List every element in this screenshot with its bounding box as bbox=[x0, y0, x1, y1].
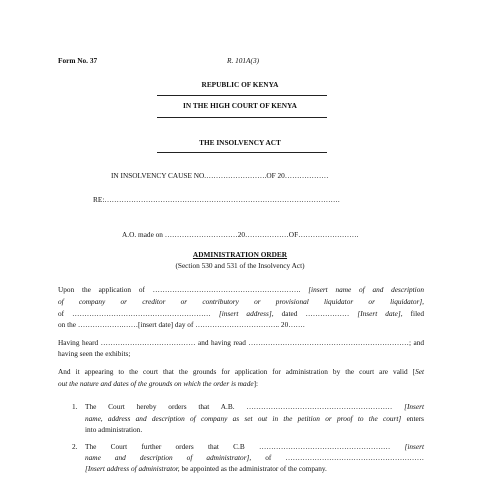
upon-line-1 bbox=[58, 285, 424, 295]
item-1-text-2b: enters bbox=[406, 414, 424, 423]
title-rule-3 bbox=[157, 152, 327, 153]
item-1-number: 1. bbox=[72, 402, 78, 411]
appearing-line-2 bbox=[58, 379, 258, 389]
court-title: IN THE HIGH COURT OF KENYA bbox=[183, 101, 297, 110]
upon-line-4: on the ……………….……[insert date] day of …………………………….. 20……. bbox=[58, 320, 305, 329]
republic-title: REPUBLIC OF KENYA bbox=[201, 80, 279, 89]
upon-line-3 bbox=[58, 309, 424, 319]
administration-order-subheading: (Section 530 and 531 of the Insolvency Act) bbox=[175, 261, 305, 270]
heard-text-1a: Having heard ………………………………… bbox=[58, 338, 196, 347]
appearing-line-1 bbox=[58, 367, 424, 377]
item-1-line-3: into administration. bbox=[85, 425, 143, 434]
item-1-text-1a: The Court hereby orders that A.B. …………………………………………………… bbox=[85, 402, 393, 411]
item-2-line-3 bbox=[85, 464, 327, 474]
item-1-line-2 bbox=[85, 414, 424, 424]
insolvency-cause-line: IN INSOLVENCY CAUSE NO.…………………….OF 20……………… bbox=[111, 171, 329, 180]
upon-text-1a: Upon the application of ……………………………………………………. bbox=[58, 285, 301, 294]
title-rule-1 bbox=[157, 95, 327, 96]
form-number: Form No. 37 bbox=[58, 56, 98, 65]
item-2-line-2 bbox=[85, 453, 424, 463]
heard-text-1b: and having read …………………………………………………………; and bbox=[198, 338, 425, 347]
item-2-text-2b: of ………………………………………………… bbox=[265, 453, 425, 462]
upon-text-3e: filed bbox=[410, 309, 424, 318]
upon-text-3d: [Insert date], bbox=[357, 309, 403, 318]
item-2-line-1 bbox=[85, 442, 424, 452]
upon-text-3b: [insert address], bbox=[218, 309, 274, 318]
item-1-line-1 bbox=[85, 402, 424, 412]
item-1-text-1b: [Insert bbox=[404, 402, 425, 411]
title-rule-2 bbox=[157, 117, 327, 118]
act-title: THE INSOLVENCY ACT bbox=[199, 138, 281, 147]
upon-text-1b: [insert name of and description bbox=[308, 285, 424, 294]
item-2-number: 2. bbox=[72, 442, 78, 451]
administration-order-heading: ADMINISTRATION ORDER bbox=[192, 250, 288, 259]
upon-line-2: of company or creditor or contributory or provisional liquidator or liquidator], bbox=[58, 297, 424, 306]
upon-text-3c: dated ……………… bbox=[281, 309, 350, 318]
appearing-text-1b: Set bbox=[415, 367, 424, 376]
heard-line-2: having seen the exhibits; bbox=[58, 349, 131, 358]
item-2-text-1b: [insert bbox=[404, 442, 424, 451]
item-2-text-2a: name and description of administrator], bbox=[85, 453, 252, 462]
re-line: RE:……………………………………………………………………………………. bbox=[93, 195, 340, 204]
appearing-text-2-end: ]: bbox=[253, 379, 259, 388]
item-2-text-1a: The Court further orders that C.B ……………………………………………… bbox=[85, 442, 391, 451]
item-2-text-3b: be appointed as the administrator of the company. bbox=[181, 464, 327, 473]
heard-line-1 bbox=[58, 338, 424, 348]
appearing-text-1a: And it appearing to the court that the grounds for application for administration by the court are valid [ bbox=[58, 367, 416, 376]
rule-reference: R. 101A(3) bbox=[227, 56, 260, 65]
item-1-text-2a: name, address and description of company as set out in the petition or proof to the court] bbox=[85, 414, 402, 423]
upon-text-3a: of ………………………………………………… bbox=[58, 309, 211, 318]
appearing-text-2: out the nature and dates of the grounds on which the order is made bbox=[58, 379, 254, 388]
item-2-text-3a: [Insert address of administrator, bbox=[85, 464, 180, 473]
ao-made-line: A.O. made on …………………………20………………OF……………………. bbox=[122, 230, 359, 239]
